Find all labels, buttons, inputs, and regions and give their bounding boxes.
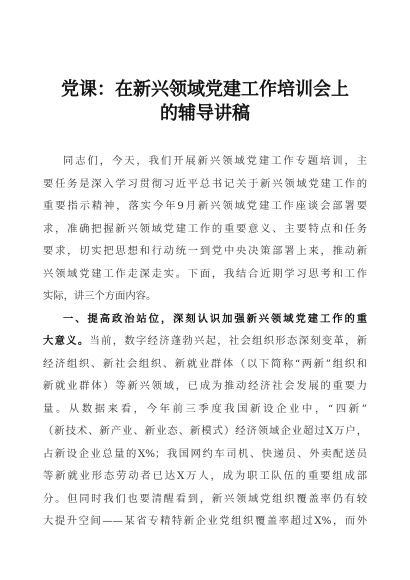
body-line: 新就业群体）等新兴领域，已成为推动经济社会发展的重要力 bbox=[43, 380, 367, 392]
body-line: （新技术、新产业、新业态、新模式）经济领域企业超过X万户， bbox=[43, 425, 367, 437]
body-line-text: 当前，数字经济蓬勃兴起，社会组织形态深刻变革，新 bbox=[89, 335, 368, 347]
body-line: 要求，切实把思想和行动统一到党中央决策部署上来，推动新 bbox=[43, 245, 367, 257]
body-line: 要任务是深入学习贯彻习近平总书记关于新兴领域党建工作的 bbox=[43, 177, 367, 190]
title-line-1: 党课：在新兴领域党建工作培训会上 bbox=[61, 79, 349, 100]
body-line: 重要指示精神，落实今年9月新兴领域党建工作座谈会部署要 bbox=[43, 200, 367, 212]
body-line: 实际，讲三个方面内容。 bbox=[43, 290, 157, 302]
body-line: 分。但同时我们也要清醒看到，新兴领域党组织覆盖率仍有较 bbox=[43, 492, 367, 505]
section-heading-tail: 大意义。 bbox=[43, 335, 90, 347]
body-line: 等新就业形态劳动者已达X万人，成为职工队伍的重要组成部 bbox=[43, 470, 367, 482]
intro-paragraph bbox=[43, 150, 367, 308]
title-line-2: 的辅导讲稿 bbox=[160, 103, 250, 124]
section-1-paragraph bbox=[43, 308, 367, 533]
body-line: 兴领域党建工作走深走实。下面，我结合近期学习思考和工作 bbox=[43, 267, 367, 280]
body-line: 大提升空间——某省专精特新企业党组织覆盖率超过X%，而外 bbox=[43, 515, 367, 527]
document-body bbox=[43, 150, 367, 533]
document-title bbox=[0, 78, 410, 126]
body-line: 经济组织、新社会组织、新就业群体（以下简称“两新”组织和 bbox=[43, 357, 367, 370]
body-line: 求，准确把握新兴领域党建工作的重要意义、主要特点和任务 bbox=[43, 222, 367, 235]
body-line: 同志们，今天，我们开展新兴领域党建工作专题培训，主 bbox=[63, 155, 367, 167]
body-line: 占新设企业总量的X%；我国网约车司机、快递员、外卖配送员 bbox=[43, 447, 367, 460]
section-heading: 一、提高政治站位，深刻认识加强新兴领域党建工作的重 bbox=[63, 312, 367, 325]
body-line: 量。从数据来看，今年前三季度我国新设企业中，“四新” bbox=[43, 402, 367, 415]
body-line bbox=[43, 330, 367, 353]
